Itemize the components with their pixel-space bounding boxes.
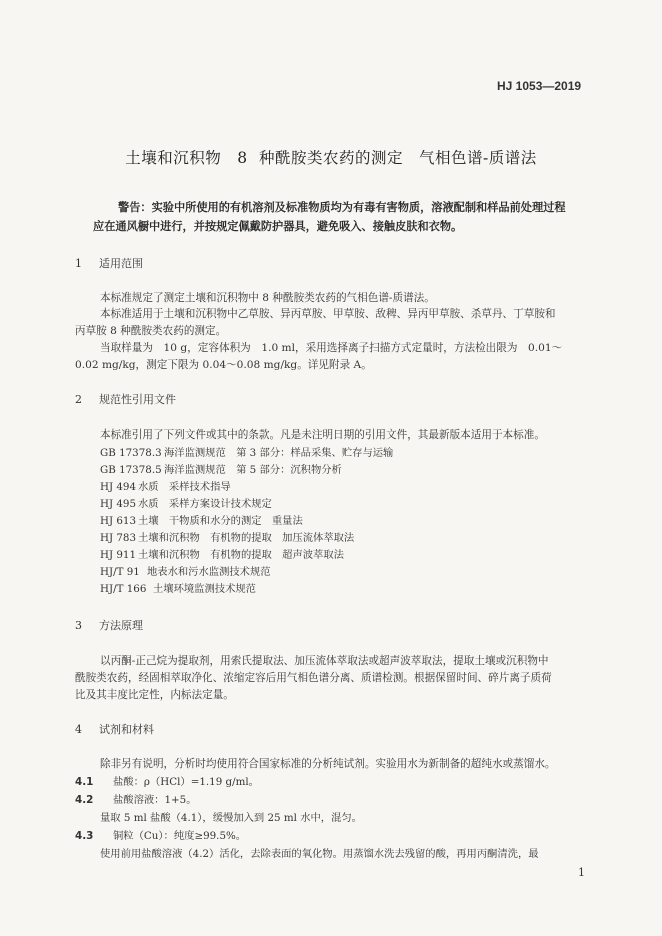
section-3-heading xyxy=(75,617,143,633)
subsection-item xyxy=(75,791,197,806)
standard-number: HJ 1053—2019 xyxy=(497,79,582,93)
warning-line-2: 应在通风橱中进行，并按规定佩戴防护器具，避免吸入、接触皮肤和衣物。 xyxy=(93,219,463,233)
paragraph-line: 0.02 mg/kg，测定下限为 0.04～0.08 mg/kg。详见附录 A。 xyxy=(75,359,372,371)
paragraph-line: 丙草胺 8 种酰胺类农药的测定。 xyxy=(75,325,227,337)
paragraph-line: 使用前用盐酸溶液（4.2）活化，去除表面的氧化物。用蒸馏水洗去残留的酸，再用丙酮清洗，最 xyxy=(100,848,539,860)
reference-code: HJ 783 xyxy=(100,532,137,544)
section-2-heading xyxy=(75,391,176,407)
warning-line-1: 警告：实验中所使用的有机溶剂及标准物质均为有毒有害物质，溶液配制和样品前处理过程 xyxy=(118,200,566,214)
section-number: 1 xyxy=(75,257,82,270)
paragraph-line: 除非另有说明，分析时均使用符合国家标准的分析纯试剂。实验用水为新制备的超纯水或蒸馏水。 xyxy=(100,758,556,770)
reference-title: 水质 采样方案设计技术规定 xyxy=(138,498,272,510)
reference-title: 海洋监测规范 第 5 部分：沉积物分析 xyxy=(164,464,342,476)
reference-title: 土壤 干物质和水分的测定 重量法 xyxy=(138,515,303,527)
subsection-number: 4.3 xyxy=(75,830,94,842)
subsection-item xyxy=(75,773,259,788)
paragraph-line: 比及其丰度比定性，内标法定量。 xyxy=(75,689,234,701)
reference-item xyxy=(100,529,354,544)
reference-title: 土壤和沉积物 有机物的提取 加压流体萃取法 xyxy=(138,532,355,544)
reference-item xyxy=(100,461,342,476)
section-number: 4 xyxy=(75,723,82,736)
section-4-heading xyxy=(75,721,154,737)
reference-item xyxy=(100,495,272,510)
paragraph-line: 本标准规定了测定土壤和沉积物中 8 种酰胺类农药的气相色谱-质谱法。 xyxy=(100,292,435,304)
section-number: 3 xyxy=(75,619,82,632)
reference-item xyxy=(100,512,303,527)
paragraph-line: 当取样量为 10 g，定容体积为 1.0 ml，采用选择离子扫描方式定量时，方法检出限为 0.01～ xyxy=(100,342,563,354)
section-1-heading xyxy=(75,255,143,271)
reference-item xyxy=(100,478,231,493)
reference-title: 海洋监测规范 第 3 部分：样品采集、贮存与运输 xyxy=(164,447,394,459)
reference-item xyxy=(100,444,393,459)
section-title: 适用范围 xyxy=(99,257,143,270)
section-title: 规范性引用文件 xyxy=(99,393,176,406)
reference-code: GB 17378.5 xyxy=(100,464,162,476)
subsection-text: 铜粒（Cu）：纯度≥99.5%。 xyxy=(113,830,247,842)
reference-title: 水质 采样技术指导 xyxy=(138,481,231,493)
subsection-item xyxy=(75,827,246,842)
reference-code: HJ 495 xyxy=(100,498,137,510)
page-number: 1 xyxy=(578,866,585,879)
reference-item xyxy=(100,546,344,561)
subsection-text: 盐酸：ρ（HCl）=1.19 g/ml。 xyxy=(113,776,259,788)
paragraph-line: 以丙酮-正己烷为提取剂，用索氏提取法、加压流体萃取法或超声波萃取法，提取土壤或沉积物中 xyxy=(100,655,549,667)
paragraph-line: 酰胺类农药，经固相萃取净化、浓缩定容后用气相色谱分离、质谱检测。根据保留时间、碎片离子质荷 xyxy=(75,672,552,684)
reference-title: 地表水和污水监测技术规范 xyxy=(147,566,271,578)
reference-code: HJ 613 xyxy=(100,515,137,527)
reference-item xyxy=(100,580,256,595)
section-number: 2 xyxy=(75,393,82,406)
reference-title: 土壤环境监测技术规范 xyxy=(153,583,256,595)
paragraph-line: 本标准适用于土壤和沉积物中乙草胺、异丙草胺、甲草胺、敌稗、异丙甲草胺、杀草丹、丁草胺和 xyxy=(100,308,556,320)
subsection-text: 盐酸溶液：1+5。 xyxy=(113,794,197,806)
subsection-number: 4.2 xyxy=(75,794,94,806)
paragraph-line: 本标准引用了下列文件或其中的条款。凡是未注明日期的引用文件，其最新版本适用于本标准。 xyxy=(100,429,545,441)
reference-item xyxy=(100,563,271,578)
section-title: 试剂和材料 xyxy=(99,723,154,736)
reference-code: HJ/T 91 xyxy=(100,566,140,578)
reference-code: GB 17378.3 xyxy=(100,447,162,459)
document-title: 土壤和沉积物 8 种酰胺类农药的测定 气相色谱-质谱法 xyxy=(125,149,537,167)
paragraph-line: 量取 5 ml 盐酸（4.1），缓慢加入到 25 ml 水中，混匀。 xyxy=(100,812,362,824)
reference-code: HJ 911 xyxy=(100,549,137,561)
reference-title: 土壤和沉积物 有机物的提取 超声波萃取法 xyxy=(138,549,344,561)
reference-code: HJ/T 166 xyxy=(100,583,147,595)
subsection-number: 4.1 xyxy=(75,776,94,788)
section-title: 方法原理 xyxy=(99,619,143,632)
reference-code: HJ 494 xyxy=(100,481,137,493)
